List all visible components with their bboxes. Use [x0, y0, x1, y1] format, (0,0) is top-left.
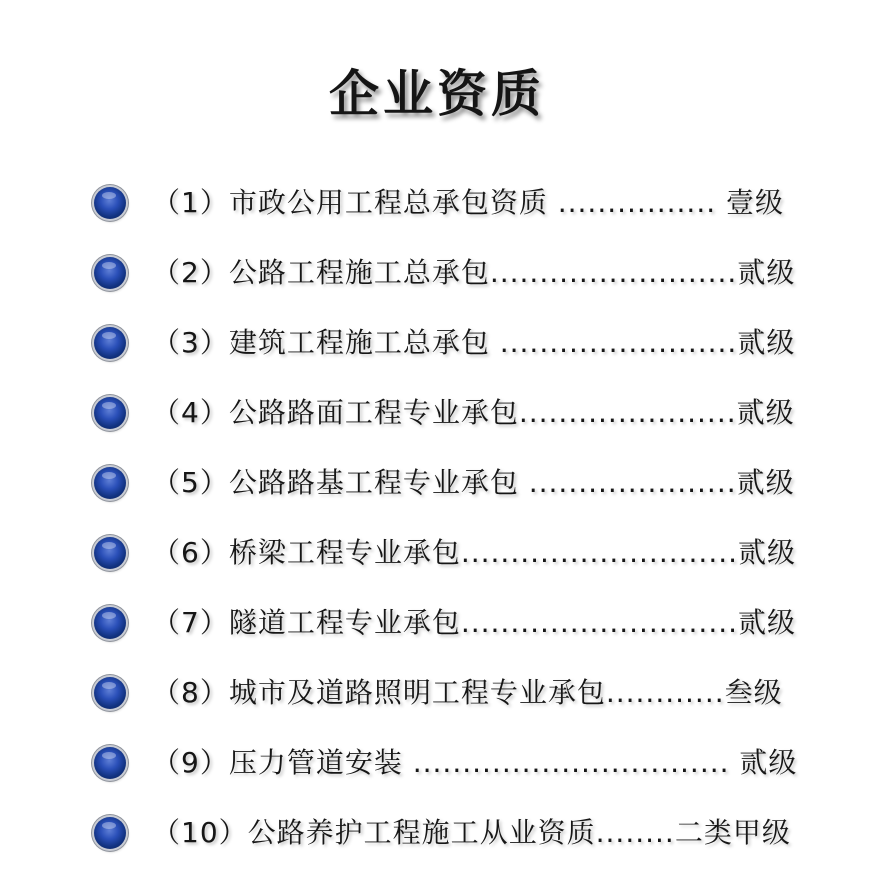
qualification-item	[94, 390, 795, 436]
qualification-item	[94, 600, 797, 646]
qualification-item	[94, 180, 785, 226]
qualification-text: （2）公路工程施工总承包.........................贰级	[152, 256, 796, 289]
qualification-text: （8）城市及道路照明工程专业承包............叁级	[152, 676, 783, 709]
qualification-item	[94, 740, 798, 786]
qualification-text: （6）桥梁工程专业承包............................贰级	[152, 536, 797, 569]
qualification-item	[94, 530, 797, 576]
blue-sphere-bullet-icon	[94, 677, 126, 709]
qualification-text: （4）公路路面工程专业承包......................贰级	[152, 396, 795, 429]
blue-sphere-bullet-icon	[94, 327, 126, 359]
blue-sphere-bullet-icon	[94, 467, 126, 499]
blue-sphere-bullet-icon	[94, 397, 126, 429]
qualification-item	[94, 320, 796, 366]
qualification-text: （1）市政公用工程总承包资质 ................ 壹级	[152, 186, 785, 219]
qualification-item	[94, 810, 791, 856]
qualification-item	[94, 250, 796, 296]
qualification-item	[94, 460, 795, 506]
blue-sphere-bullet-icon	[94, 607, 126, 639]
qualification-text: （5）公路路基工程专业承包 .....................贰级	[152, 466, 795, 499]
page-title: 企业资质	[329, 65, 545, 123]
blue-sphere-bullet-icon	[94, 817, 126, 849]
qualification-text: （9）压力管道安装 ................................ 贰级	[152, 746, 798, 779]
blue-sphere-bullet-icon	[94, 187, 126, 219]
qualification-text: （7）隧道工程专业承包............................贰级	[152, 606, 797, 639]
qualification-text: （3）建筑工程施工总承包 ........................贰级	[152, 326, 796, 359]
blue-sphere-bullet-icon	[94, 257, 126, 289]
blue-sphere-bullet-icon	[94, 747, 126, 779]
blue-sphere-bullet-icon	[94, 537, 126, 569]
qualification-text: （10）公路养护工程施工从业资质........二类甲级	[152, 816, 791, 849]
qualification-item	[94, 670, 783, 716]
